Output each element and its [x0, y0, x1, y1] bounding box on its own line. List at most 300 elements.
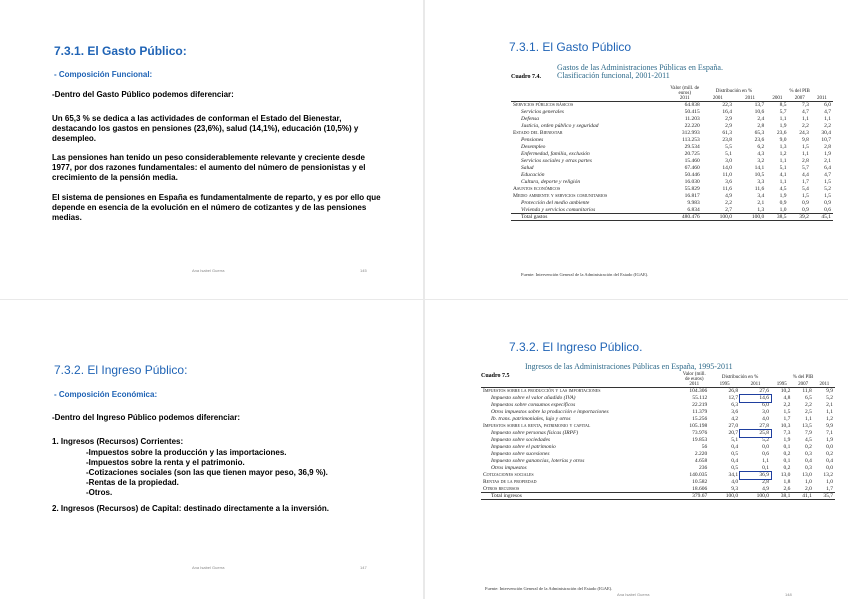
paragraph-3: El sistema de pensiones en España es fundamentalmente de reparto, y es por ello que depende en esencia de la evolución en el número de cotizantes y de las pensiones medias.: [52, 193, 381, 222]
cell-value: 41,1: [792, 493, 813, 500]
caption-line: Ingresos de las Administraciones Públicas en España, 1995-2011: [525, 362, 733, 371]
row-label: Pensiones: [521, 137, 544, 143]
table-row: [511, 200, 833, 207]
cell-value: 104.306: [689, 388, 708, 395]
cell-value: 1,0: [804, 479, 812, 485]
cell-value: 0,1: [783, 458, 791, 464]
row-label: Impuestos sobre la producción y las importaciones: [483, 388, 601, 395]
footer-author: Ana Isabel Guerra: [192, 268, 225, 273]
table-row: [511, 102, 833, 109]
table-caption-text: [525, 363, 733, 371]
cell-value: 3,0: [762, 409, 769, 415]
cell-value: 4,9: [725, 193, 732, 199]
row-label: Otros impuestos sobre la producción e importaciones: [491, 409, 609, 415]
cell-value: 1,5: [802, 144, 809, 150]
table-row: [481, 388, 835, 395]
table-caption: [511, 65, 541, 83]
year: 2011: [740, 382, 771, 388]
cell-value: 10,5: [754, 172, 765, 178]
cell-value: 16.030: [684, 179, 700, 185]
cell-value: 1,9: [783, 437, 791, 443]
cell-value: 9,3: [731, 485, 739, 492]
cell-value: 2,4: [757, 116, 765, 122]
cell-value: 1,7: [826, 485, 833, 492]
row-label: Otros recursos: [483, 485, 520, 492]
cell-value: 140.035: [689, 472, 708, 478]
table-row: [481, 451, 835, 458]
cell-value: 1,9: [824, 151, 831, 157]
cell-value: 64.838: [684, 102, 700, 109]
table-row: [511, 130, 833, 137]
sub-item: -Impuestos sobre la renta y el patrimonio.: [86, 458, 245, 467]
cell-value: 2,2: [804, 402, 812, 408]
col-header-distribution: Distribución en %: [715, 88, 753, 94]
cell-value: 23,6: [754, 137, 765, 143]
row-label: Defensa: [521, 116, 540, 122]
row-label: Impuesto sobre ganancias, loterías y otros: [491, 458, 585, 464]
cell-value: 26,8: [728, 388, 739, 395]
cell-value: 1,1: [779, 158, 787, 164]
year: 2007: [792, 382, 813, 388]
cell-value: 1,2: [779, 151, 787, 157]
cell-value: 6,5: [804, 395, 812, 401]
table-row: [481, 402, 835, 409]
row-label: Impuesto sobre personas físicas (IRPF): [491, 430, 579, 436]
cell-value: 2,0: [804, 485, 812, 492]
cell-value: 0,9: [824, 200, 831, 206]
cell-value: 4,5: [779, 186, 787, 192]
cell-value: 50.415: [684, 109, 700, 115]
table-row: [511, 165, 833, 172]
cell-value: 13,2: [823, 472, 833, 478]
cell-value: 38,1: [771, 493, 792, 500]
cell-value: 7,3: [783, 430, 791, 436]
row-label: Cultura, deporte y religión: [521, 179, 581, 185]
cell-value: 100,0: [702, 214, 734, 221]
cell-value: 11,8: [802, 388, 812, 395]
caption-line-2: Clasificación funcional, 2001-2011: [557, 71, 670, 80]
cell-value: 6,3: [731, 402, 739, 408]
cell-value: 0,9: [779, 200, 787, 206]
cell-value: 10,7: [821, 137, 831, 143]
table-label: Cuadro 7.5: [481, 373, 510, 379]
cell-value: 12,7: [728, 395, 739, 401]
cell-value: 5,1: [725, 151, 732, 157]
slide-gasto-publico-table: [425, 0, 848, 299]
cell-value: 3,6: [731, 409, 739, 415]
col-header-value: Valor (mill. de euros): [670, 86, 700, 96]
cell-value: 14,1: [754, 165, 765, 171]
cell-value: 2,6: [783, 485, 791, 492]
cell-value: 2,2: [725, 200, 732, 206]
cell-value: 5,2: [826, 395, 833, 401]
cell-value: 3,6: [725, 179, 732, 185]
row-label: Educación: [521, 172, 545, 178]
cell-value: 5,2: [824, 186, 831, 192]
year: 2011: [811, 96, 833, 102]
cell-value: 27,8: [759, 423, 769, 429]
cell-value: 7,1: [826, 430, 833, 436]
cell-value: 1,0: [826, 479, 833, 485]
cell-value: 480.476: [668, 214, 702, 221]
cell-value: 36,9: [740, 472, 771, 479]
year: 2011: [668, 96, 702, 102]
cell-value: 2,7: [725, 206, 732, 213]
row-label: Justicia, orden público y seguridad: [521, 123, 599, 129]
cell-value: 65,3: [754, 130, 765, 136]
year: 1995: [709, 382, 740, 388]
cell-value: 0,1: [762, 465, 769, 471]
cell-value: 22,3: [722, 102, 732, 109]
table-source: Fuente: Intervención General de la Administración del Estado (IGAE).: [521, 272, 649, 277]
cell-value: 5,7: [802, 165, 809, 171]
row-label: Salud: [521, 165, 534, 171]
sub-item: -Otros.: [86, 488, 113, 497]
cell-value: 16.817: [684, 193, 700, 199]
cell-value: 1,1: [779, 179, 787, 185]
row-label: Asuntos económicos: [513, 186, 561, 192]
table-row: [511, 172, 833, 179]
item-1: 1. Ingresos (Recursos) Corrientes:: [52, 437, 184, 446]
table-caption-text: [557, 64, 723, 80]
cell-value: 20,7: [728, 430, 739, 436]
cell-value: 55.112: [692, 395, 708, 401]
cell-value: 23,6: [776, 130, 787, 136]
cell-value: 1,1: [804, 416, 812, 422]
cell-value: 0,0: [826, 465, 833, 471]
row-label: Total gastos: [511, 214, 668, 221]
table-row: [511, 214, 833, 221]
table-row: [481, 437, 835, 444]
cell-value: 0,6: [824, 206, 831, 213]
cell-value: 4,7: [824, 172, 831, 178]
table-source: Fuente: Intervención General de la Administración del Estado (IGAE).: [485, 586, 613, 591]
cell-value: 4,0: [731, 479, 739, 485]
table-row: [481, 472, 835, 479]
cell-value: 1,3: [757, 206, 765, 213]
slide-title: 7.3.1. El Gasto Público:: [54, 44, 187, 58]
ingreso-table-body: [481, 388, 835, 500]
cell-value: 1,3: [779, 144, 787, 150]
cell-value: 6,0: [762, 402, 769, 408]
cell-value: 0,5: [731, 465, 739, 471]
intro-text: -Dentro del Gasto Público podemos diferenciar:: [52, 90, 234, 99]
cell-value: 0,4: [826, 458, 833, 464]
cell-value: 1,1: [802, 151, 809, 157]
cell-value: 4,8: [783, 395, 791, 401]
item-2: 2. Ingresos (Recursos) de Capital: destinado directamente a la inversión.: [52, 504, 329, 513]
cell-value: 18.606: [692, 485, 708, 492]
gasto-table: [511, 86, 833, 221]
cell-value: 2,1: [757, 200, 765, 206]
cell-value: 55.829: [684, 186, 700, 192]
page-number: 148: [785, 592, 792, 597]
cell-value: 7,9: [804, 430, 812, 436]
table-row: [511, 179, 833, 186]
table-row: [511, 137, 833, 144]
row-label: Otros impuestos: [491, 465, 527, 471]
cell-value: 5,2: [762, 437, 769, 443]
cell-value: 1,5: [824, 179, 831, 185]
cell-value: 6,4: [824, 165, 831, 171]
cell-value: 23,8: [722, 137, 732, 143]
table-row: [481, 479, 835, 486]
cell-value: 3,4: [757, 193, 765, 199]
cell-value: 3,2: [757, 158, 765, 164]
cell-value: 4,7: [802, 109, 809, 115]
row-label: Servicios públicos básicos: [513, 102, 574, 109]
cell-value: 4,1: [779, 172, 787, 178]
cell-value: 5,1: [731, 437, 739, 443]
cell-value: 29.534: [684, 144, 700, 150]
cell-value: 20.725: [684, 151, 700, 157]
col-header-pib: % del PIB: [792, 374, 814, 380]
cell-value: 3,3: [757, 179, 765, 185]
cell-value: 13,7: [754, 102, 765, 109]
cell-value: 9,9: [826, 388, 833, 395]
cell-value: 1,0: [779, 206, 787, 213]
sub-item: -Cotizaciones sociales (son las que tienen mayor peso, 36,9 %).: [86, 468, 328, 477]
cell-value: 1,1: [826, 409, 833, 415]
table-row: [511, 186, 833, 193]
cell-value: 4,4: [802, 172, 809, 178]
cell-value: 22.220: [684, 123, 700, 129]
cell-value: 5,4: [802, 186, 809, 192]
slide-ingreso-publico-table: [425, 300, 848, 599]
cell-value: 1,5: [802, 193, 809, 199]
cell-value: 4,9: [762, 485, 769, 492]
cell-value: 1,1: [779, 116, 787, 122]
table-row: [511, 151, 833, 158]
cell-value: 38,5: [766, 214, 788, 221]
cell-value: 0,2: [783, 465, 791, 471]
table-row: [511, 116, 833, 123]
cell-value: 1,5: [783, 409, 791, 415]
cell-value: 10,2: [780, 388, 791, 395]
cell-value: 35,7: [814, 493, 835, 500]
cell-value: 2,1: [826, 402, 833, 408]
year: 2011: [734, 96, 766, 102]
cell-value: 1,7: [802, 179, 809, 185]
cell-value: 0,4: [731, 444, 739, 450]
row-label: Impuesto sobre el patrimonio: [491, 444, 556, 450]
row-label: Vivienda y servicios comunitarios: [521, 206, 596, 213]
cell-value: 27,0: [728, 423, 739, 429]
cell-value: 2,8: [762, 479, 769, 485]
cell-value: 1,1: [824, 116, 831, 122]
cell-value: 0,4: [804, 458, 812, 464]
cell-value: 9.983: [687, 200, 700, 206]
cell-value: 0,2: [826, 451, 833, 457]
cell-value: 2,8: [802, 158, 809, 164]
cell-value: 1,8: [783, 479, 791, 485]
item-1-sublist: [86, 448, 328, 498]
cell-value: 2,9: [725, 123, 732, 129]
page-number: 147: [360, 565, 367, 570]
row-label: Enfermedad, familia, exclusión: [521, 151, 590, 157]
cell-value: 2,8: [824, 144, 831, 150]
cell-value: 11,6: [722, 186, 732, 192]
cell-value: 0,2: [804, 444, 812, 450]
row-label: Ib. trans. patrimoniales, lujo y otros: [491, 416, 571, 422]
cell-value: 105.198: [689, 423, 708, 429]
table-label: Cuadro 7.4.: [511, 74, 542, 80]
cell-value: 11,6: [754, 186, 765, 192]
cell-value: 2,2: [802, 123, 809, 129]
gasto-table-body: [511, 102, 833, 221]
cell-value: 1,1: [762, 458, 769, 464]
paragraph-1: Un 65,3 % se dedica a las actividades de conforman el Estado del Bienestar, destacando los gastos en pensiones (23,6%), salud (14,1%), educación (10,5%) y desempleo.: [52, 114, 359, 143]
cell-value: 236: [699, 465, 708, 471]
col-header-distribution: Distribución en %: [721, 374, 759, 380]
cell-value: 13,0: [780, 472, 791, 478]
cell-value: 1,9: [826, 437, 833, 443]
cell-value: 1,9: [779, 193, 787, 199]
row-label: Desempleo: [521, 144, 546, 150]
table-row: [481, 493, 835, 500]
cell-value: 34,1: [728, 472, 739, 478]
cell-value: 3,0: [725, 158, 732, 164]
cell-value: 4.658: [694, 458, 708, 464]
cell-value: 4,7: [824, 109, 831, 115]
sub-item: -Impuestos sobre la producción y las importaciones.: [86, 448, 287, 457]
row-label: Total ingresos: [481, 493, 679, 500]
cell-value: 379.67: [679, 493, 709, 500]
footer-author: Ana Isabel Guerra: [192, 565, 225, 570]
cell-value: 2,2: [783, 402, 791, 408]
slide-title: 7.3.1. El Gasto Público: [509, 40, 632, 54]
slide-title: 7.3.2. El Ingreso Público:: [54, 363, 188, 377]
cell-value: 8,5: [779, 102, 787, 109]
table-row: [511, 109, 833, 116]
cell-value: 1,7: [783, 416, 791, 422]
row-label: Servicios sociales y otras partes: [521, 158, 592, 164]
cell-value: 6,0: [824, 102, 831, 109]
cell-value: 24,3: [799, 130, 809, 136]
cell-value: 61,3: [722, 130, 732, 136]
cell-value: 2.220: [694, 451, 708, 457]
cell-value: 2,2: [824, 123, 831, 129]
cell-value: 7,3: [802, 102, 809, 109]
row-label: Impuesto sobre el valor añadido (IVA): [491, 395, 576, 401]
cell-value: 11,0: [722, 172, 732, 178]
cell-value: 4,3: [757, 151, 765, 157]
cell-value: 9,8: [802, 137, 809, 143]
cell-value: 67.460: [684, 165, 700, 171]
cell-value: 5,5: [725, 144, 732, 150]
table-row: [481, 465, 835, 472]
footer-author: Ana Isabel Guerra: [617, 592, 650, 597]
table-row: [481, 444, 835, 451]
cell-value: 9,9: [826, 423, 833, 429]
table-row: [511, 123, 833, 130]
cell-value: 50.446: [684, 172, 700, 178]
paragraph-2: Las pensiones han tenido un peso considerablemente relevante y creciente desde 1977, por dos razones fundamentales: el aumento del número de pensionistas y el crecimiento de la pensión media.: [52, 153, 366, 182]
table-row: [481, 458, 835, 465]
table-row: [511, 158, 833, 165]
cell-value: 56: [701, 444, 708, 450]
cell-value: 0,3: [804, 451, 812, 457]
cell-value: 11.379: [692, 409, 708, 415]
cell-value: 0,2: [783, 451, 791, 457]
cell-value: 39,2: [789, 214, 811, 221]
cell-value: 15.256: [692, 416, 708, 422]
table-row: [511, 193, 833, 200]
cell-value: 4,2: [731, 416, 739, 422]
cell-value: 25,8: [740, 430, 771, 437]
cell-value: 45,1: [811, 214, 833, 221]
year: 2001: [702, 96, 734, 102]
cell-value: 2,1: [824, 158, 831, 164]
cell-value: 0,4: [731, 458, 739, 464]
cell-value: 0,6: [762, 451, 769, 457]
cell-value: 10,6: [754, 109, 765, 115]
row-label: Impuesto sobre sociedades: [491, 437, 551, 443]
cell-value: 1,9: [779, 123, 787, 129]
year: 2001: [766, 96, 788, 102]
table-row: [511, 144, 833, 151]
cell-value: 6,2: [757, 144, 765, 150]
cell-value: 19.853: [692, 437, 708, 443]
year: 2011: [679, 382, 709, 388]
year: 1995: [771, 382, 792, 388]
cell-value: 27,6: [759, 388, 769, 395]
cell-value: 30,4: [821, 130, 831, 136]
intro-text: -Dentro del Ingreso Público podemos diferenciar:: [52, 413, 241, 422]
row-label: Medio ambiente y servicios comunitarios: [513, 193, 608, 199]
table-row: [481, 486, 835, 493]
row-label: Servicios generales: [521, 109, 564, 115]
row-label: Rentas de la propiedad: [483, 479, 537, 485]
slide-title: 7.3.2. El Ingreso Público.: [509, 340, 643, 354]
row-label: Impuesto sobre sucesiones: [491, 451, 550, 457]
col-header-pib: % del PIB: [789, 88, 810, 94]
cell-value: 4,0: [762, 416, 769, 422]
cell-value: 100,0: [734, 214, 766, 221]
cell-value: 312.993: [681, 130, 700, 136]
cell-value: 0,0: [826, 444, 833, 450]
table-row: [511, 207, 833, 214]
page-number: 145: [360, 268, 367, 273]
cell-value: 0,5: [731, 451, 739, 457]
cell-value: 0,3: [804, 465, 812, 471]
col-header-value: Valor (mill. de euros): [682, 372, 706, 382]
cell-value: 14,6: [740, 395, 771, 402]
cell-value: 14,0: [722, 165, 732, 171]
cell-value: 1,5: [824, 193, 831, 199]
cell-value: 22.219: [692, 402, 708, 408]
slide-gasto-publico-text: [0, 0, 423, 299]
cell-value: 15.460: [684, 158, 700, 164]
cell-value: 100,0: [709, 493, 740, 500]
cell-value: 73.976: [692, 430, 708, 436]
cell-value: 0,1: [783, 444, 791, 450]
cell-value: 10,3: [780, 423, 791, 429]
cell-value: 1,2: [826, 416, 833, 422]
slide-ingreso-publico-text: [0, 300, 423, 599]
cell-value: 2,8: [757, 123, 765, 129]
table-row: [481, 416, 835, 423]
cell-value: 9,0: [779, 137, 787, 143]
cell-value: 11.203: [684, 116, 700, 122]
cell-value: 0,9: [802, 200, 809, 206]
slide-subtitle: - Composición Económica:: [54, 390, 158, 399]
cell-value: 5,7: [779, 109, 787, 115]
cell-value: 13,0: [802, 472, 812, 478]
row-label: Protección del medio ambiente: [521, 200, 590, 206]
cell-value: 113.253: [682, 137, 700, 143]
row-label: Estado del Bienestar: [513, 130, 563, 136]
